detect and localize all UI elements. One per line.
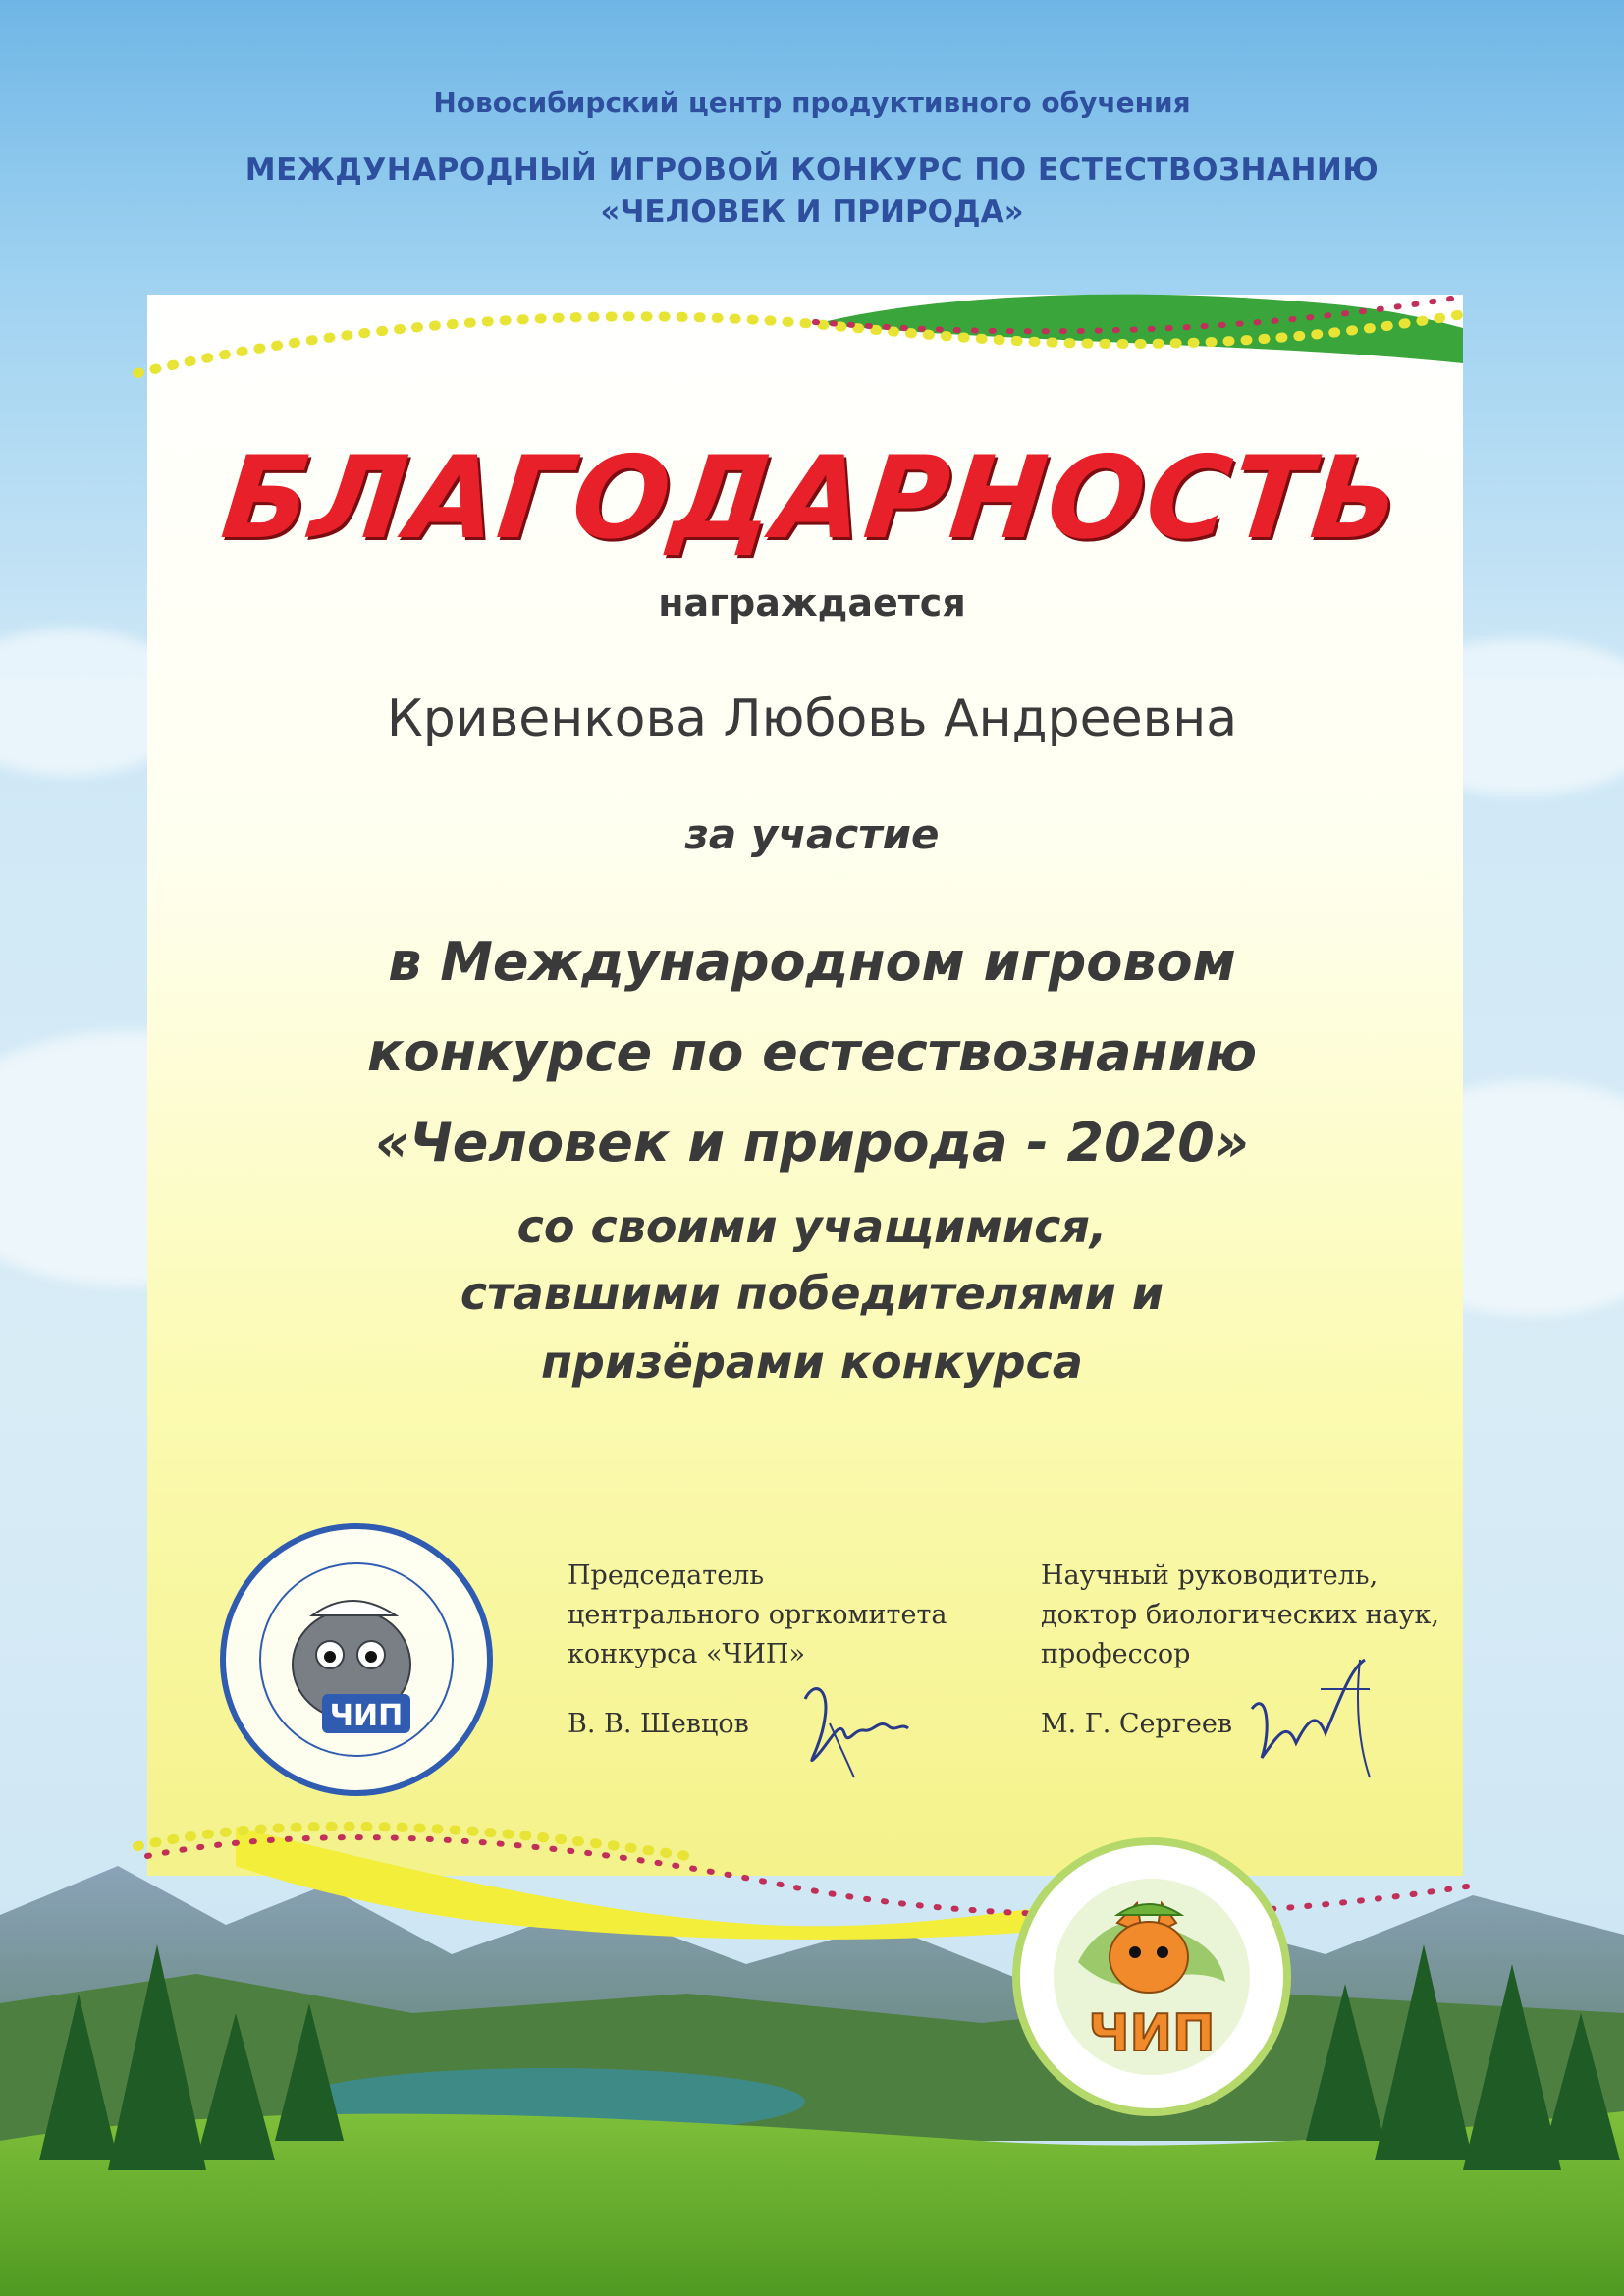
left-organization-stamp xyxy=(214,1517,499,1802)
signatory-1-position-line1: Председатель xyxy=(568,1560,765,1591)
signatory-2-position-line1: Научный руководитель, xyxy=(1041,1560,1379,1591)
signatory-2-position-line3: профессор xyxy=(1041,1639,1191,1669)
body-line-2: конкурсе по естествознанию xyxy=(366,1021,1258,1083)
body-line-6: призёрами конкурса xyxy=(541,1336,1083,1389)
organization-name: Новосибирский центр продуктивного обучения xyxy=(433,86,1191,119)
top-wave-decoration xyxy=(0,285,1624,403)
body-line-5: ставшими победителями и xyxy=(460,1267,1164,1320)
body-line-4: со своими учащимися, xyxy=(516,1200,1108,1253)
contest-title-line2: «ЧЕЛОВЕК И ПРИРОДА» xyxy=(600,194,1024,230)
signatory-1-position-line3: конкурса «ЧИП» xyxy=(568,1639,805,1669)
signatory-1-signature xyxy=(785,1660,933,1787)
signatory-1-position xyxy=(568,1557,947,1674)
body-line-3: «Человек и природа - 2020» xyxy=(375,1112,1249,1174)
for-label: за участие xyxy=(684,810,940,858)
signatory-2-name: М. Г. Сергеев xyxy=(1041,1709,1233,1739)
signatory-1-name: В. В. Шевцов xyxy=(568,1709,749,1739)
contest-title-line1: МЕЖДУНАРОДНЫЙ ИГРОВОЙ КОНКУРС ПО ЕСТЕСТВОЗНАНИЮ xyxy=(244,152,1380,188)
awarded-label: награждается xyxy=(658,581,966,625)
signatory-2-position-line2: доктор биологических наук, xyxy=(1041,1600,1439,1630)
recipient-name: Кривенкова Любовь Андреевна xyxy=(386,689,1238,748)
signatory-2-signature xyxy=(1232,1650,1389,1787)
bottom-wave-decoration xyxy=(0,1807,1624,1944)
certificate-title: БЛАГОДАРНОСТЬ xyxy=(216,432,1408,565)
body-line-1: в Международном игровом xyxy=(388,931,1236,993)
right-contest-stamp xyxy=(1009,1834,1294,2119)
signatory-1-position-line2: центрального оргкомитета xyxy=(568,1600,947,1630)
left-stamp-logo: ЧИП xyxy=(329,1699,404,1733)
right-stamp-logo: ЧИП xyxy=(1088,2004,1216,2063)
